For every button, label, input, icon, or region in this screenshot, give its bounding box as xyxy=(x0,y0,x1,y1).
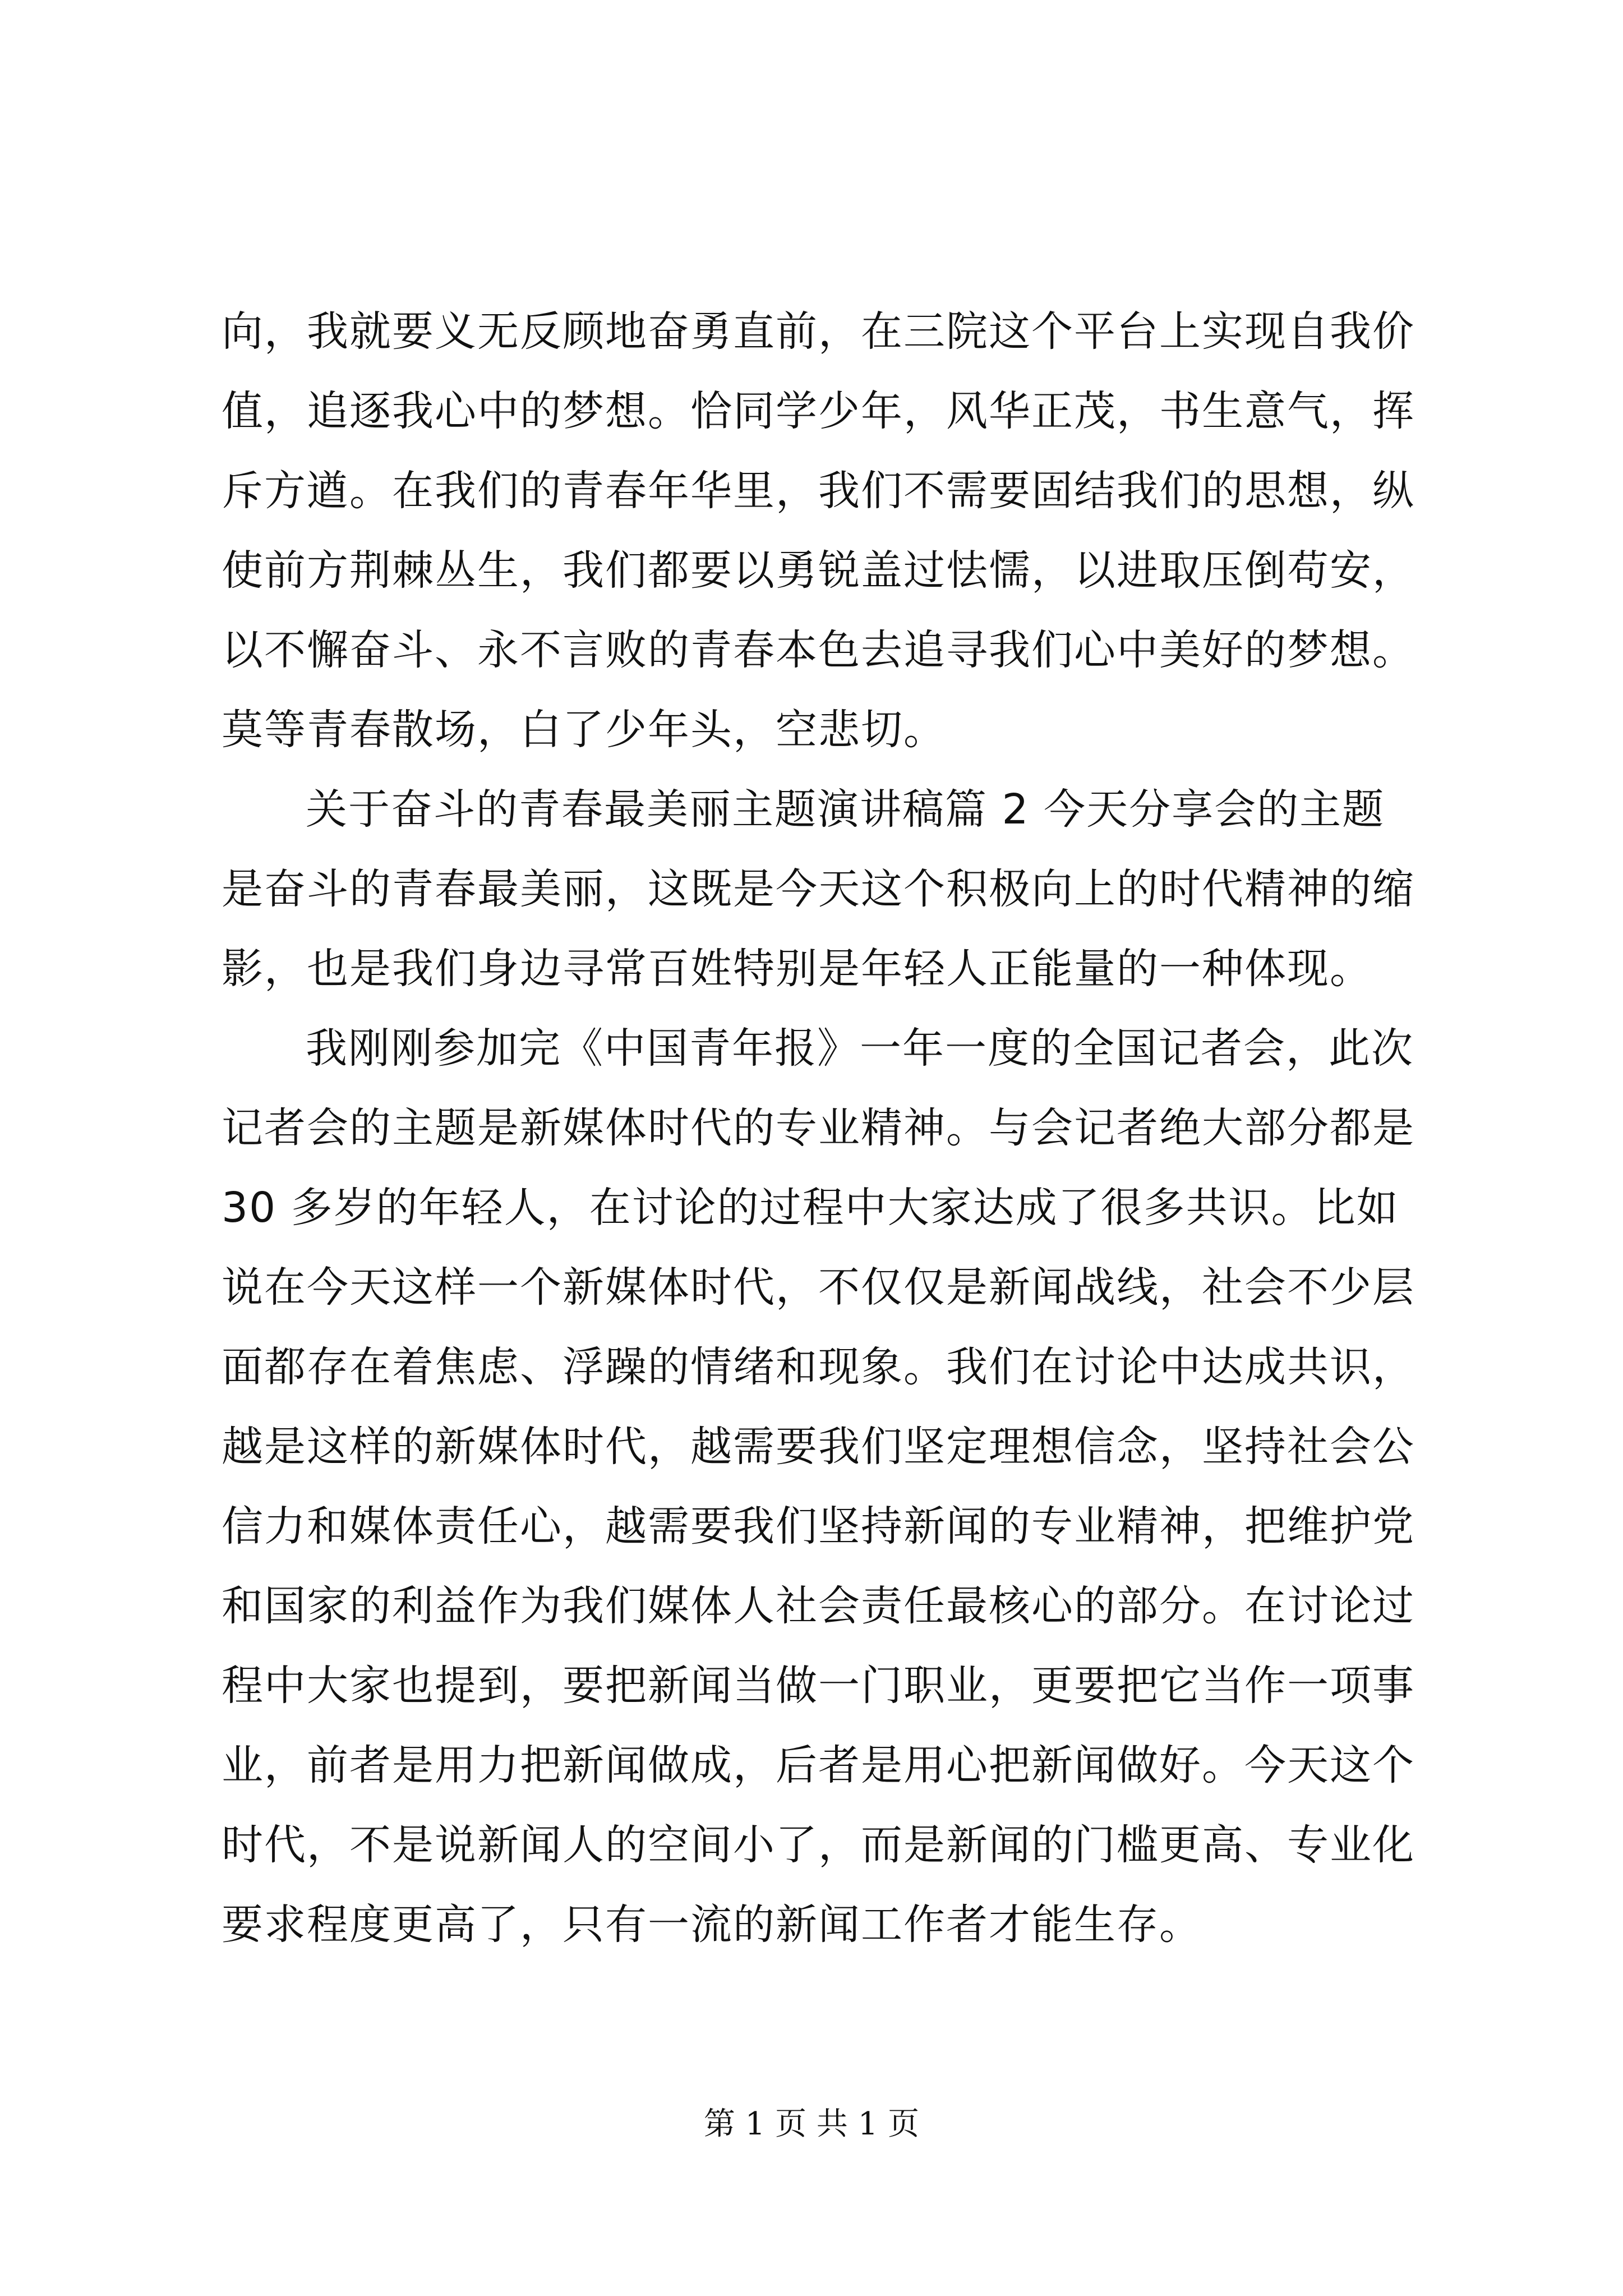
text-line: 值，追逐我心中的梦想。恰同学少年，风华正茂，书生意气，挥 xyxy=(222,387,1415,435)
text-line: 记者会的主题是新媒体时代的专业精神。与会记者绝大部分都是 xyxy=(222,1104,1415,1152)
text-line: 使前方荆棘丛生，我们都要以勇锐盖过怯懦，以进取压倒苟安， xyxy=(222,546,1415,595)
text-line: 业，前者是用力把新闻做成，后者是用心把新闻做好。今天这个 xyxy=(222,1741,1415,1789)
text-line: 是奋斗的青春最美丽，这既是今天这个积极向上的时代精神的缩 xyxy=(222,865,1415,913)
text-line: 向，我就要义无反顾地奋勇直前，在三院这个平台上实现自我价 xyxy=(222,307,1415,356)
text-line: 30 多岁的年轻人，在讨论的过程中大家达成了很多共识。比如 xyxy=(222,1184,1399,1232)
text-line: 说在今天这样一个新媒体时代，不仅仅是新闻战线，社会不少层 xyxy=(222,1263,1415,1312)
paragraph-start-line: 我刚刚参加完《中国青年报》一年一度的全国记者会，此次 xyxy=(306,1024,1414,1073)
paragraph-start-line: 关于奋斗的青春最美丽主题演讲稿篇 2 今天分享会的主题 xyxy=(306,785,1385,834)
text-line: 和国家的利益作为我们媒体人社会责任最核心的部分。在讨论过 xyxy=(222,1582,1415,1630)
text-line: 面都存在着焦虑、浮躁的情绪和现象。我们在讨论中达成共识， xyxy=(222,1343,1415,1391)
text-line: 斥方遒。在我们的青春年华里，我们不需要固结我们的思想，纵 xyxy=(222,467,1415,515)
text-line: 程中大家也提到，要把新闻当做一门职业，更要把它当作一项事 xyxy=(222,1662,1415,1710)
text-line: 以不懈奋斗、永不言败的青春本色去追寻我们心中美好的梦想。 xyxy=(222,626,1415,674)
text-line: 要求程度更高了，只有一流的新闻工作者才能生存。 xyxy=(222,1901,1202,1949)
text-line: 信力和媒体责任心，越需要我们坚持新闻的专业精神，把维护党 xyxy=(222,1502,1415,1550)
text-line: 影，也是我们身边寻常百姓特别是年轻人正能量的一种体现。 xyxy=(222,945,1372,993)
text-line: 莫等青春散场，白了少年头，空悲切。 xyxy=(222,706,946,754)
page-footer: 第 1 页 共 1 页 xyxy=(703,2106,920,2142)
text-line: 时代，不是说新闻人的空间小了，而是新闻的门槛更高、专业化 xyxy=(222,1821,1415,1869)
text-line: 越是这样的新媒体时代，越需要我们坚定理想信念，坚持社会公 xyxy=(222,1423,1415,1471)
body-text xyxy=(222,292,1427,1964)
